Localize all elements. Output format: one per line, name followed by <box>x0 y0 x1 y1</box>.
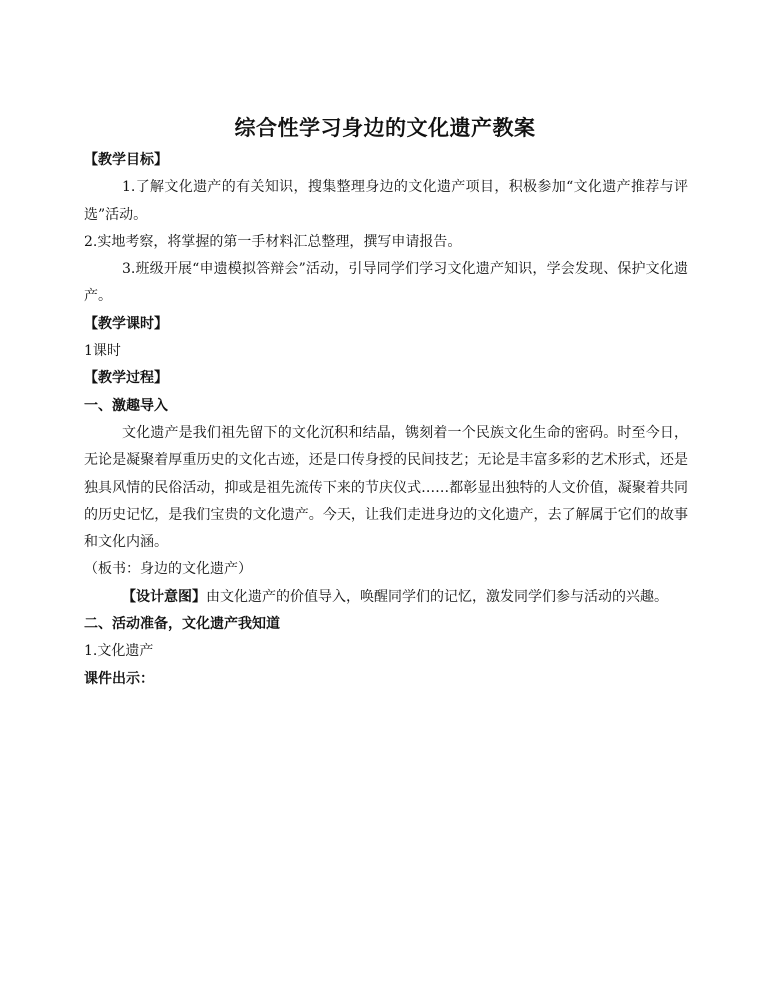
section-2-heading: 二、活动准备，文化遗产我知道 <box>84 616 280 633</box>
section-2-item-1: 1.文化遗产 <box>84 643 154 660</box>
hours-heading: 【教学课时】 <box>84 315 168 332</box>
board-note: （板书：身边的文化遗产） <box>84 561 252 578</box>
document-title: 综合性学习身边的文化遗产教案 <box>234 115 536 140</box>
objective-item-3: 3.班级开展“申遗模拟答辩会”活动，引导同学们学习文化遗产知识，学会发现、保护文化遗产。 <box>84 261 688 305</box>
hours-value: 1课时 <box>84 343 121 360</box>
section-1-heading: 一、激趣导入 <box>84 397 168 414</box>
process-heading: 【教学过程】 <box>84 370 168 387</box>
design-intent-label: 【设计意图】 <box>122 588 206 605</box>
design-intent-paragraph <box>84 584 688 611</box>
design-intent-text: 由文化遗产的价值导入，唤醒同学们的记忆，激发同学们参与活动的兴趣。 <box>206 588 668 605</box>
document-body <box>84 147 688 693</box>
objectives-heading: 【教学目标】 <box>84 152 168 168</box>
objective-item-2: 2.实地考察，将掌握的第一手材料汇总整理，撰写申请报告。 <box>84 233 462 250</box>
objective-item-1: 1.了解文化遗产的有关知识，搜集整理身边的文化遗产项目，积极参加“文化遗产推荐与评选”活动。 <box>84 179 688 223</box>
courseware-label: 课件出示： <box>84 670 154 687</box>
section-1-paragraph: 文化遗产是我们祖先留下的文化沉积和结晶，镌刻着一个民族文化生命的密码。时至今日，无论是凝聚着厚重历史的文化古迹，还是口传身授的民间技艺；无论是丰富多彩的艺术形式，还是独具风情的民俗活动，抑或是祖先流传下来的节庆仪式……都彰显出独特的人文价值，凝聚着共同的历史记忆，是我们宝贵的文化遗产。今天，让我们走进身边的文化遗产，去了解属于它们的故事和文化内涵。 <box>84 424 688 551</box>
